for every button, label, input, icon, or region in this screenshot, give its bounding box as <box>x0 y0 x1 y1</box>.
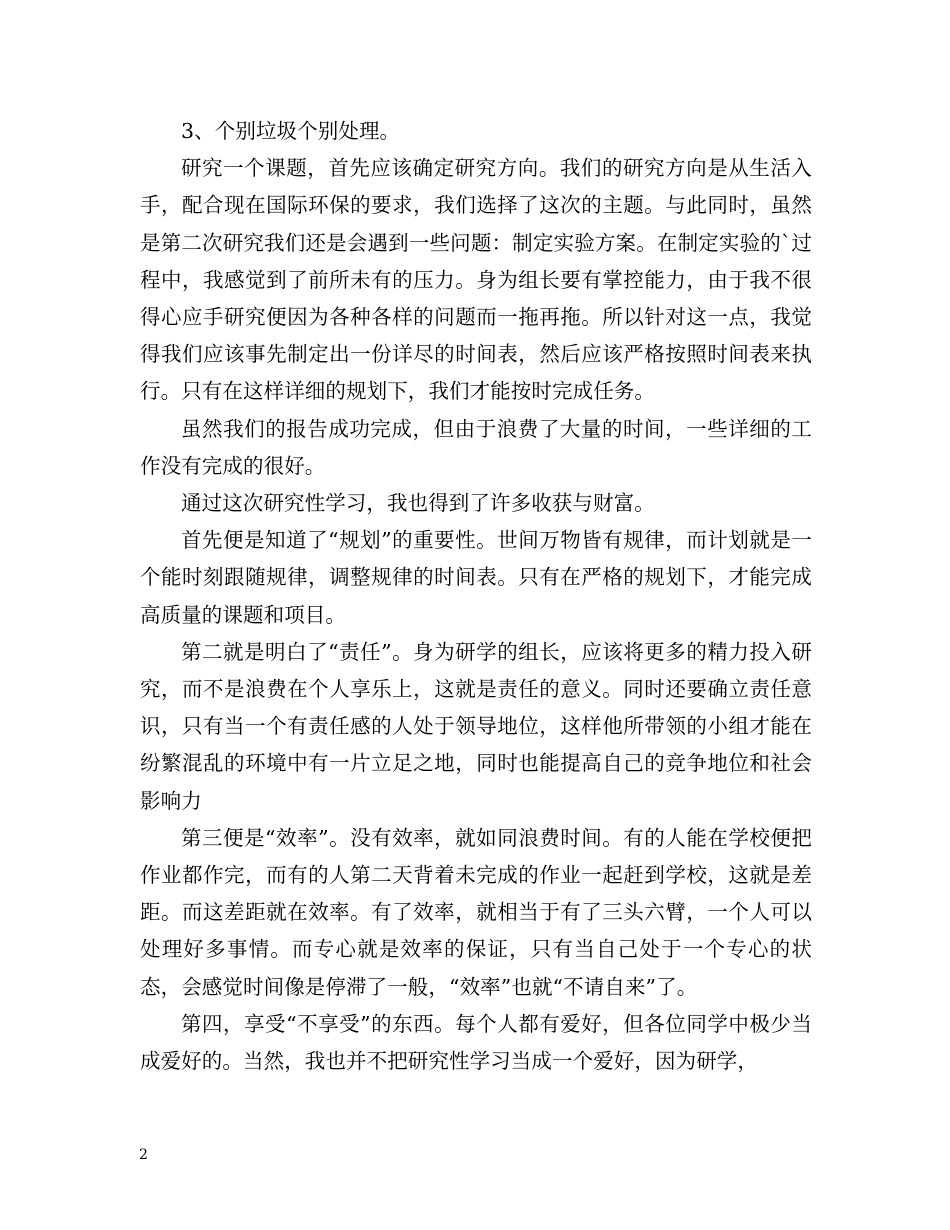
document-body <box>140 113 812 1080</box>
paragraph-research-direction: 研究一个课题，首先应该确定研究方向。我们的研究方向是从生活入手，配合现在国际环保的要求，我们选择了这次的主题。与此同时，虽然是第二次研究我们还是会遇到一些问题：制定实验方案。在制定实验的`过程中，我感觉到了前所未有的压力。身为组长要有掌控能力，由于我不很得心应手研究便因为各种各样的问题而一拖再拖。所以针对这一点，我觉得我们应该事先制定出一份详尽的时间表，然后应该严格按照时间表来执行。只有在这样详细的规划下，我们才能按时完成任务。 <box>140 156 812 404</box>
paragraph-enjoyment: 第四，享受“不享受”的东西。每个人都有爱好，但各位同学中极少当成爱好的。当然，我也并不把研究性学习当成一个爱好，因为研学， <box>140 1011 812 1074</box>
paragraph-gains: 通过这次研究性学习，我也得到了许多收获与财富。 <box>181 491 655 516</box>
paragraph-report-completed: 虽然我们的报告成功完成，但由于浪费了大量的时间，一些详细的工作没有完成的很好。 <box>140 416 812 478</box>
paragraph-responsibility: 第二就是明白了“责任”。身为研学的组长，应该将更多的精力投入研究，而不是浪费在个人享乐上，这就是责任的意义。同时还要确立责任意识，只有当一个有责任感的人处于领导地位，这样他所带领的小组才能在纷繁混乱的环境中有一片立足之地，同时也能提高自己的竞争地位和社会影响力 <box>140 639 812 813</box>
paragraph-efficiency: 第三便是“效率”。没有效率，就如同浪费时间。有的人能在学校便把作业都作完，而有的人第二天背着未完成的作业一起赶到学校，这就是差距。而这差距就在效率。有了效率，就相当于有了三头六臂，一个人可以处理好多事情。而专心就是效率的保证，只有当自己处于一个专心的状态，会感觉时间像是停滞了一般，“效率”也就“不请自来”了。 <box>140 825 812 999</box>
page-number: 2 <box>139 1147 148 1163</box>
paragraph-planning: 首先便是知道了“规划”的重要性。世间万物皆有规律，而计划就是一个能时刻跟随规律，调整规律的时间表。只有在严格的规划下，才能完成高质量的课题和项目。 <box>140 528 812 627</box>
paragraph-item-3: 3、个别垃圾个别处理。 <box>181 119 401 143</box>
